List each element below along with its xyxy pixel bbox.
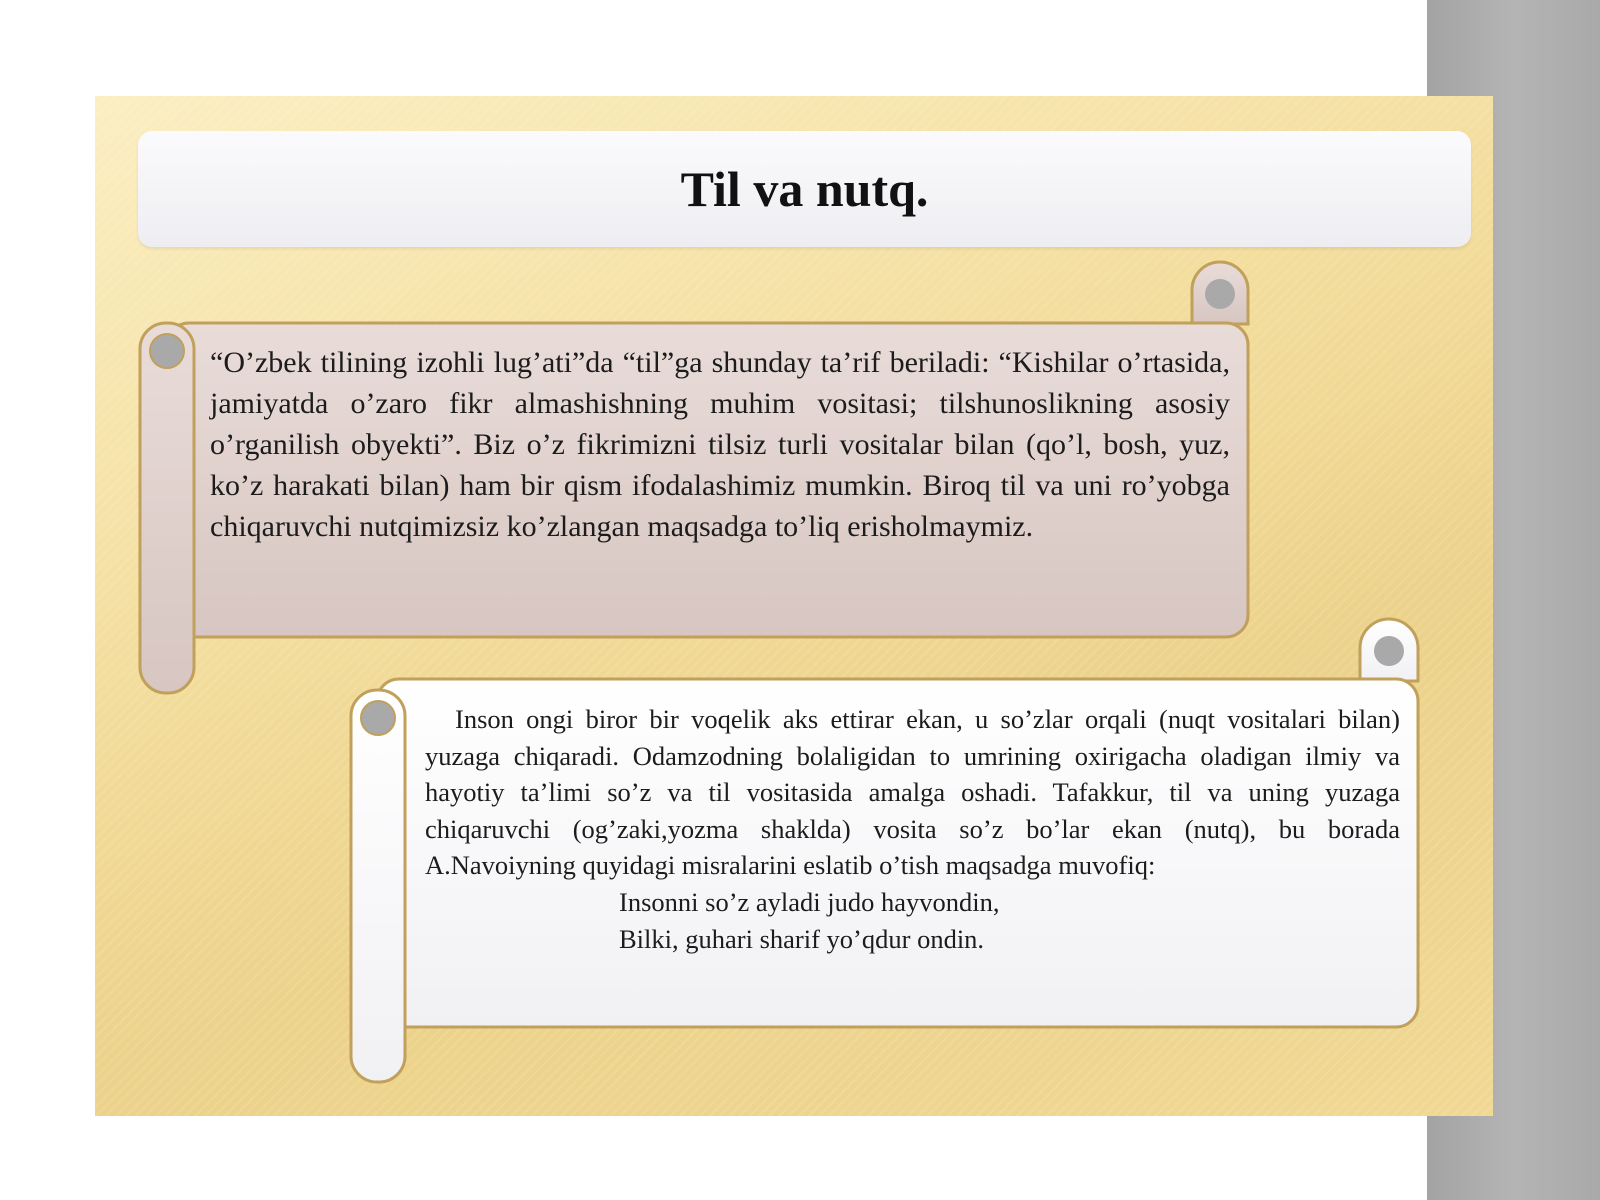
scroll-2-text: Inson ongi biror bir voqelik aks ettirar ekan, u so’zlar orqali (nuqt vositalari bilan) yuzaga chiqaradi. Odamzodning bolaligidan to umrining oxirigacha oladigan ilmiy va hayotiy ta’limi so’z va til vositasida amalga oshadi. Tafakkur, til va uning yuzaga chiqaruvchi (og’zaki,yozma shaklda) vosita so’z bo’lar ekan (nutq), bu borada A.Navoiyning quyidagi misralarini eslatib o’tish maqsadga muvofiq: — [425, 704, 1400, 881]
scroll-2-left-roll-end — [361, 701, 395, 735]
slide — [95, 96, 1493, 1116]
scroll-1-left-roll-end — [150, 334, 184, 368]
scroll-2-top-curl-inner — [1374, 636, 1404, 666]
poem-line-1: Insonni so’z ayladi judo hayvondin, — [619, 886, 1000, 917]
scroll-1-text: “O’zbek tilining izohli lug’ati”da “til”ga shunday ta’rif beriladi: “Kishilar o’rtasida, jamiyatda o’zaro fikr almashishning muhim vositasi; tilshunoslikning asosiy o’rganilish obyekti”. Biz o’z fikrimizni tilsiz turli vositalar bilan (qo’l, bosh, yuz, ko’z harakati bilan) ham bir qism ifodalashimiz mumkin. Biroq til va uni ro’yobga chiqaruvchi nutqimizsiz ko’zlangan maqsadga to’liq erisholmaymiz. — [210, 346, 1230, 543]
slide-title: Til va nutq. — [680, 161, 929, 217]
scroll-1-left-roll — [140, 323, 194, 693]
scroll-2-left-roll — [351, 690, 405, 1082]
poem-line-2: Bilki, guhari sharif yo’qdur ondin. — [619, 923, 985, 954]
scroll-1-top-curl-inner — [1205, 279, 1235, 309]
scroll-2-content — [425, 701, 1400, 957]
scroll-decorations — [95, 96, 1493, 1116]
poem — [425, 884, 1400, 957]
